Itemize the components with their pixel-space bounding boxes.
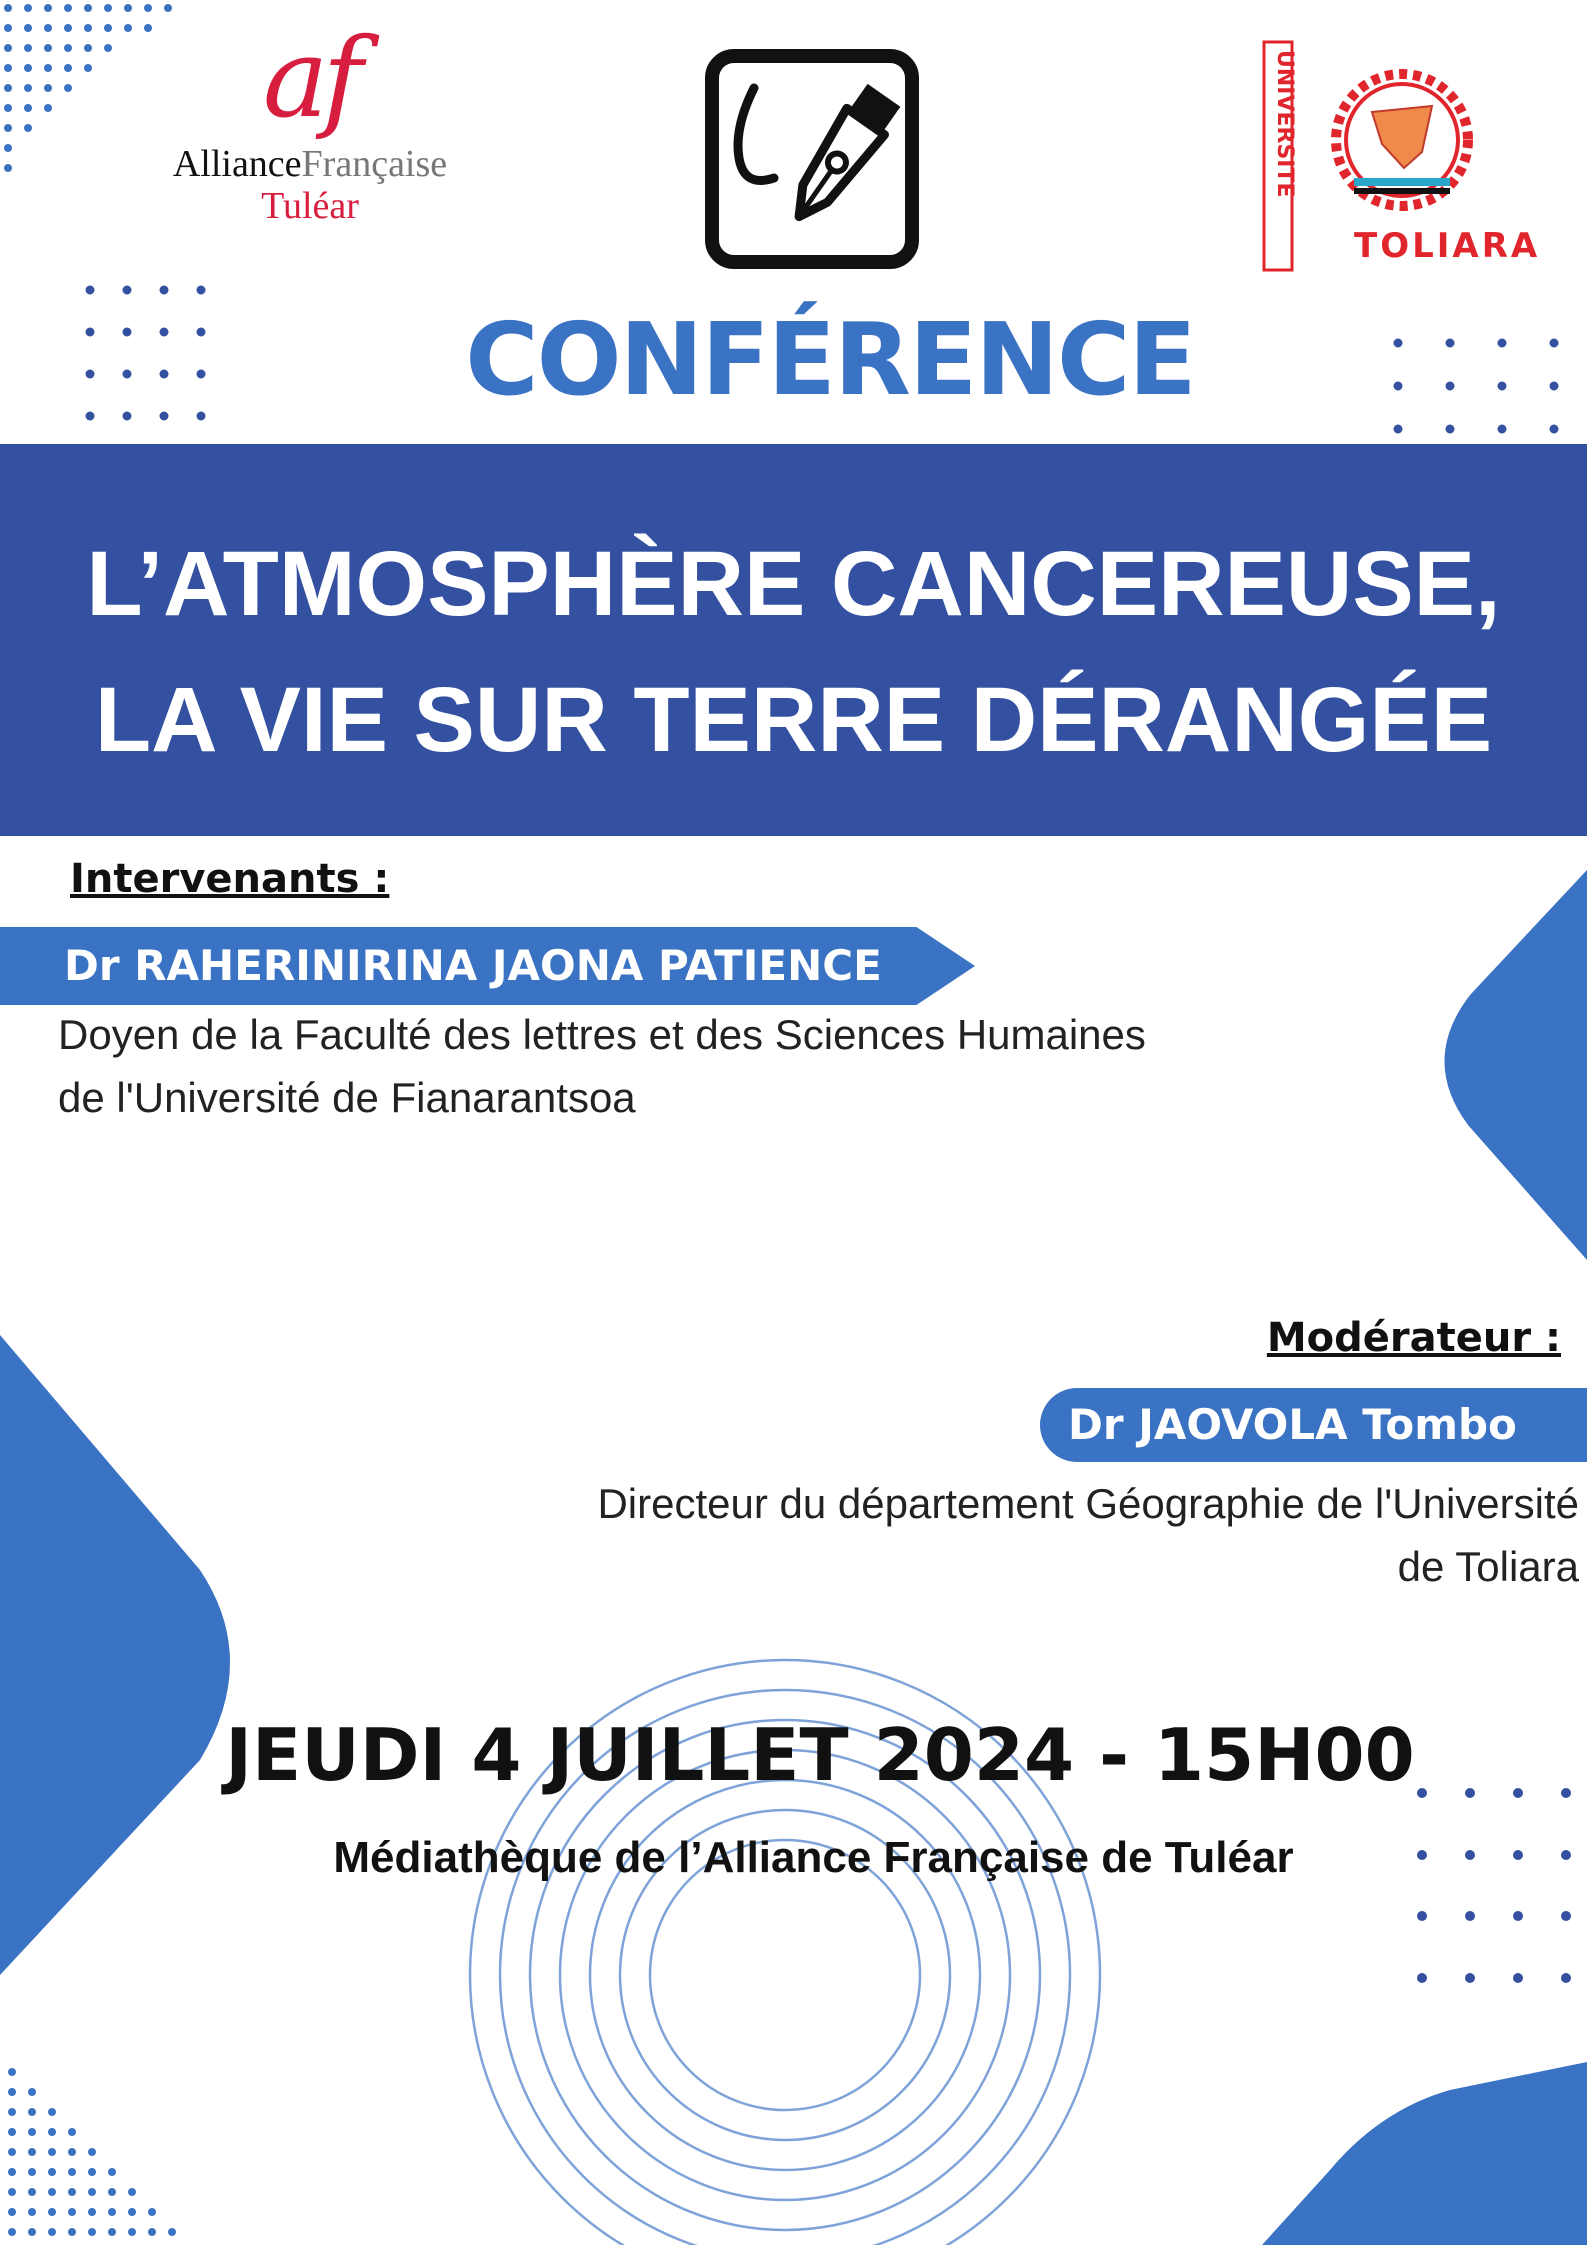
- speaker-role: [58, 1003, 1146, 1129]
- moderator-name-tag: [1040, 1388, 1587, 1462]
- af-name: [140, 142, 480, 186]
- pen-nib-icon: [704, 48, 920, 270]
- university-toliara-logo: [1262, 40, 1541, 276]
- event-date: JEUDI 4 JUILLET 2024 - 15H00: [225, 1713, 1415, 1797]
- speaker-name-tag: [0, 927, 975, 1005]
- title-banner: [0, 444, 1587, 836]
- right-blue-shape: [1444, 870, 1587, 1260]
- moderator-label: Modérateur :: [1266, 1315, 1561, 1361]
- bottom-right-blue-shape: [1262, 2062, 1587, 2245]
- moderator-role: [597, 1472, 1579, 1598]
- moderator-role-line-2: de Toliara: [1397, 1543, 1579, 1590]
- banner-line-1: L’ATMOSPHÈRE CANCEREUSE,: [86, 533, 1501, 635]
- moderator-name: Dr JAOVOLA Tombo: [1068, 1400, 1517, 1449]
- alliance-francaise-logo: [140, 14, 480, 258]
- af-city: Tuléar: [261, 185, 359, 227]
- af-mark: af: [262, 14, 358, 142]
- speaker-role-line-2: de l'Université de Fianarantsoa: [58, 1074, 636, 1121]
- event-venue: Médiathèque de l’Alliance Française de Tuléar: [333, 1833, 1294, 1882]
- speaker-name: Dr RAHERINIRINA JAONA PATIENCE: [64, 941, 882, 990]
- af-name-part2: Française: [301, 143, 448, 185]
- university-vertical-text: UNIVERSITE: [1272, 50, 1297, 198]
- banner-text: [0, 516, 1587, 788]
- bottom-left-dot-pattern: [8, 2068, 176, 2236]
- speakers-label: Intervenants :: [70, 856, 390, 902]
- page-title: CONFÉRENCE: [465, 301, 1195, 418]
- af-name-part1: Alliance: [172, 143, 302, 185]
- speaker-role-line-1: Doyen de la Faculté des lettres et des Sciences Humaines: [58, 1011, 1146, 1058]
- university-name: TOLIARA: [1354, 226, 1541, 266]
- banner-line-2: LA VIE SUR TERRE DÉRANGÉE: [94, 669, 1493, 771]
- moderator-role-line-1: Directeur du département Géographie de l'Université: [597, 1480, 1579, 1527]
